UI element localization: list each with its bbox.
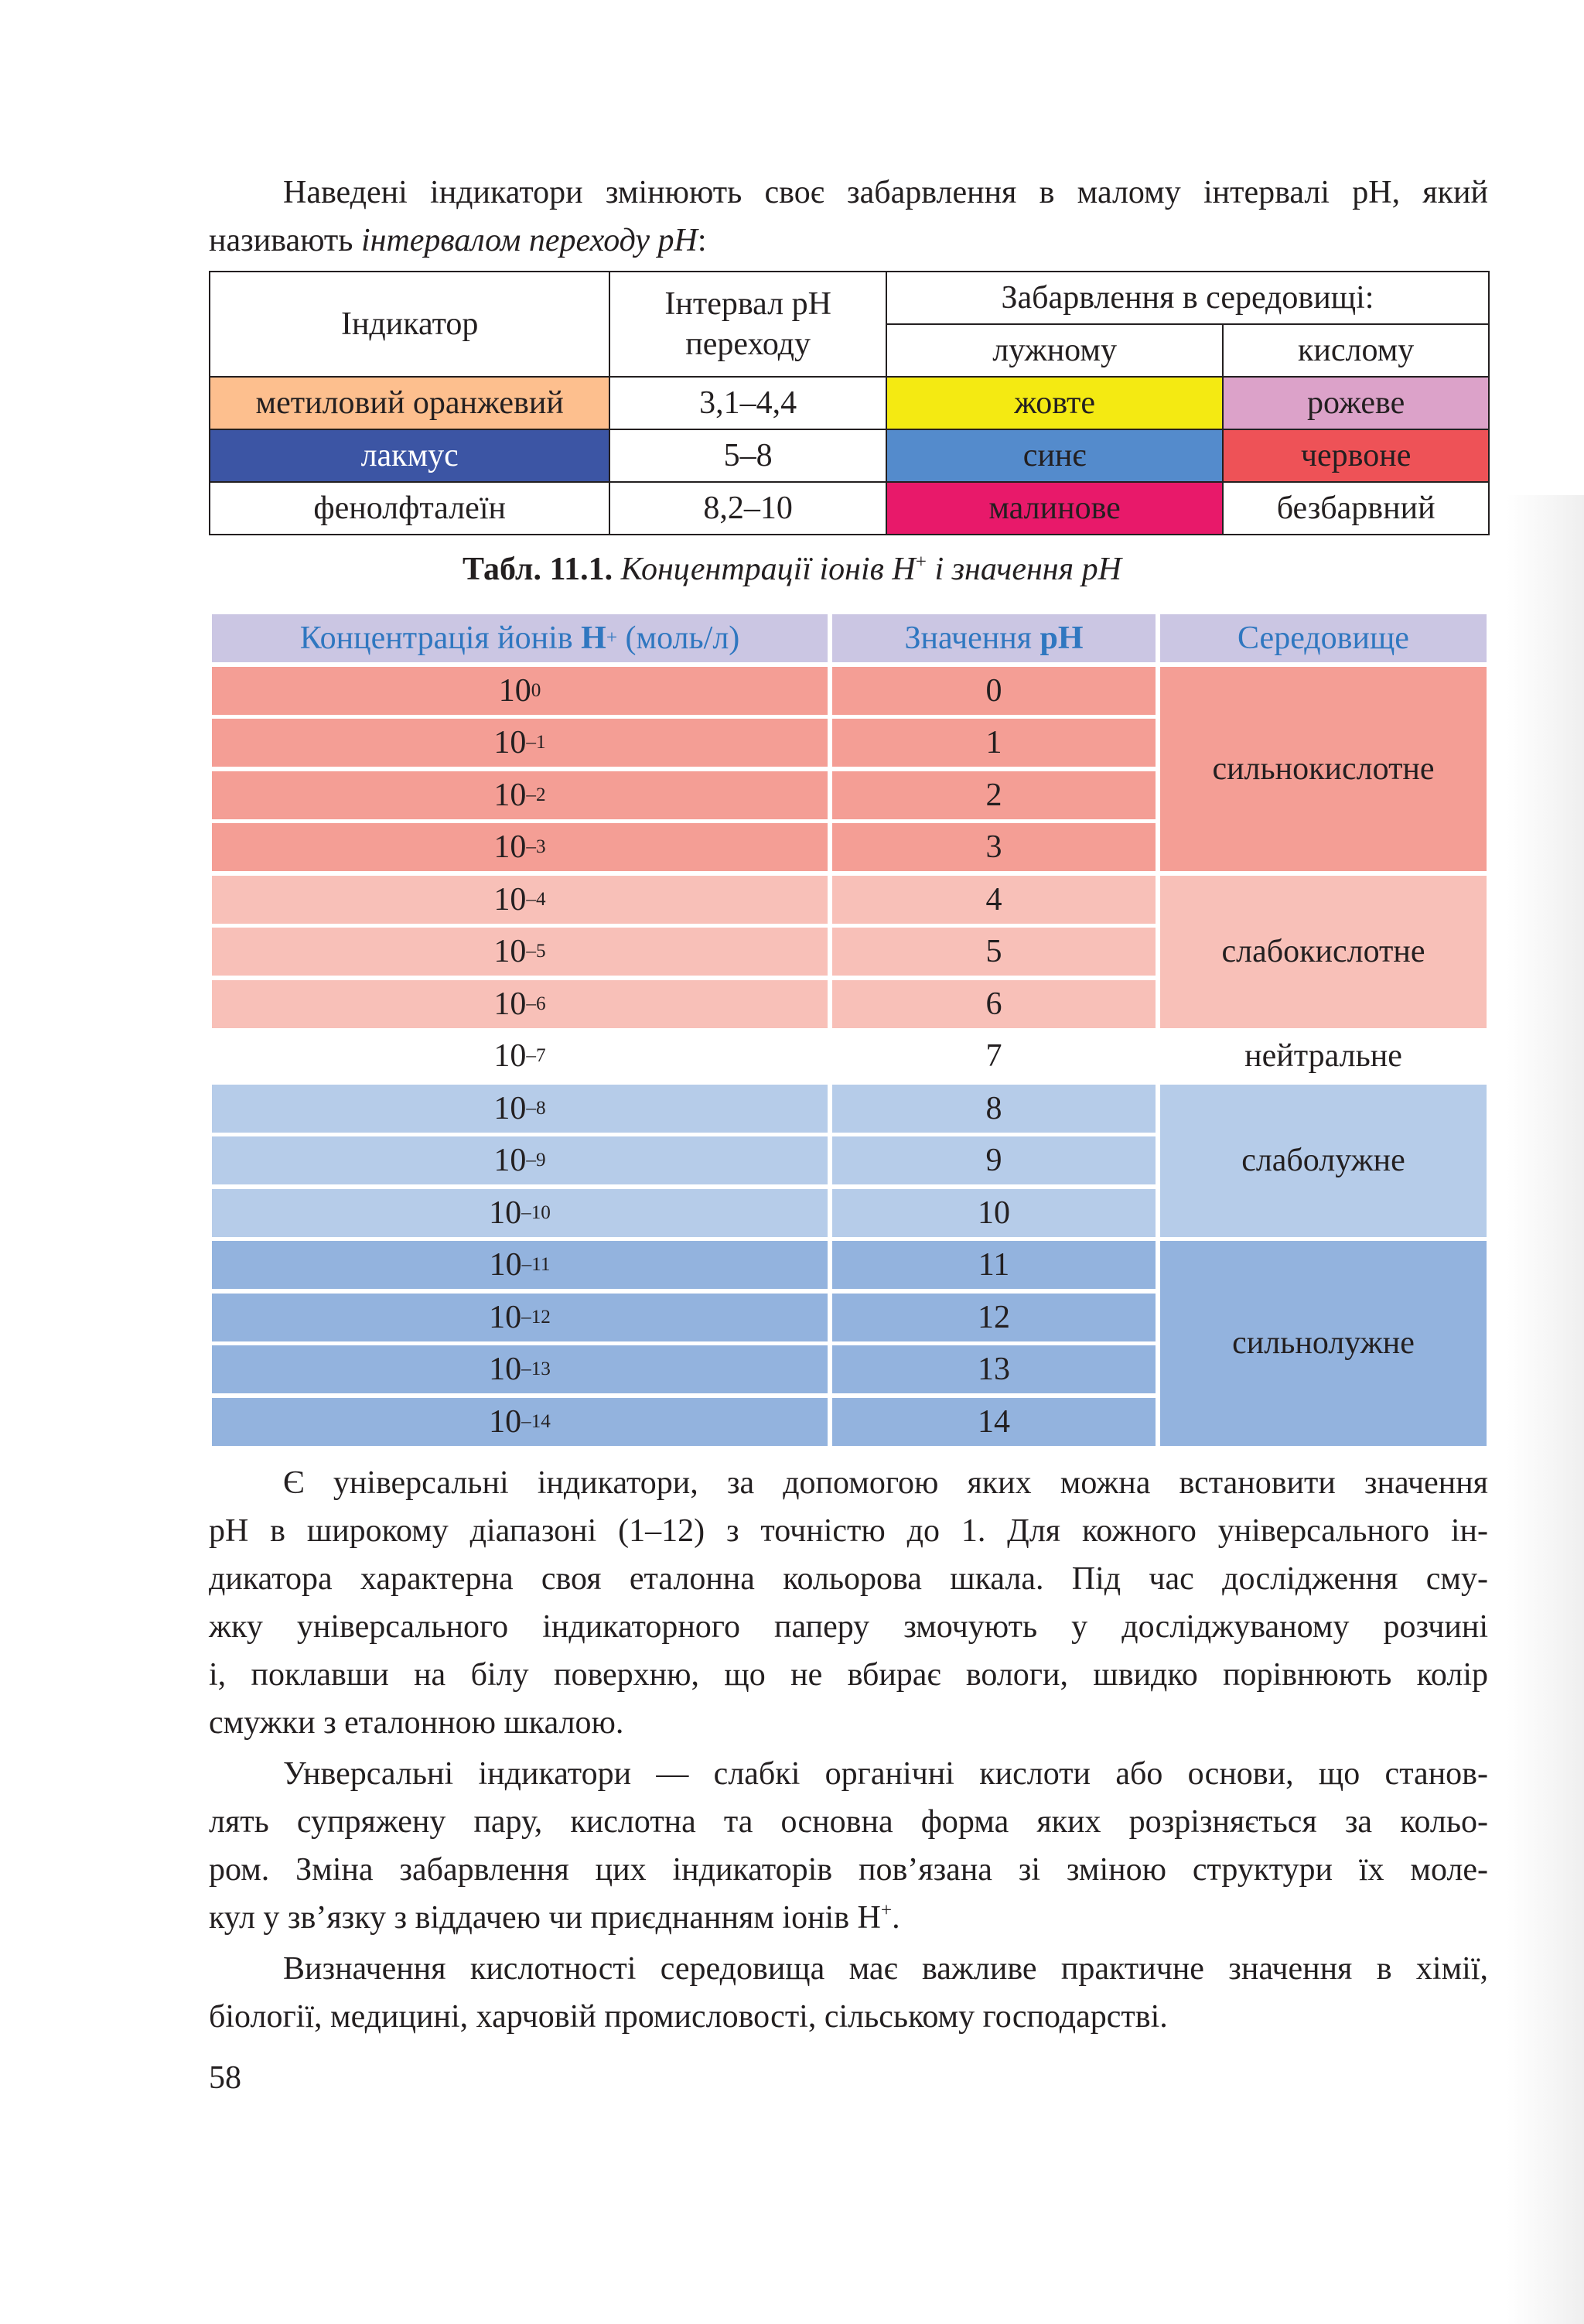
indicator-row — [210, 377, 1489, 429]
concentration-cell: 10 –11 — [212, 1241, 828, 1289]
indicator-interval: 5–8 — [609, 429, 886, 482]
indicator-alkaline-color: синє — [886, 429, 1223, 482]
header-color-group: Забарвлення в середовищі: — [886, 272, 1489, 324]
paragraph-indicator-nature: Унверсальні індикатори — слабкі органічні кислоти або основи, що станов- лять супряжену пару, кислотна та основна форма яких розрізняється за кольо- ром. Зміна забарвлення цих індикаторів пов’язана зі зміною структури їх моле- кул у зв’язку з віддачею чи приєднанням іонів H+. — [209, 1756, 1488, 1936]
indicator-table — [209, 271, 1490, 535]
concentration-cell: 10 –4 — [212, 876, 828, 924]
intro-paragraph — [209, 169, 1488, 265]
ph-value-cell: 3 — [832, 823, 1156, 871]
concentration-cell: 10 –2 — [212, 771, 828, 819]
indicator-row — [210, 429, 1489, 482]
concentration-cell: 10 –5 — [212, 928, 828, 976]
indicator-name: метиловий оранжевий — [210, 377, 609, 429]
intro-term: інтервалом переходу pH — [360, 223, 698, 258]
indicator-name: фенолфталеїн — [210, 482, 609, 535]
ph-value-cell: 13 — [832, 1345, 1156, 1393]
paragraph-universal-indicators: Є універсальні індикатори, за допомогою яких можна встановити значення pH в широкому діапазоні (1–12) з точністю до 1. Для кожного універсального ін- дикатора характерна своя еталонна кольорова шкала. Під час дослідження сму- жку універсального індикаторного паперу змочують у досліджуваному розчині і, поклавши на білу поверхню, що не вбирає вологи, швидко порівнюють колір смужки з еталонною шкалою. — [209, 1465, 1488, 1741]
concentration-cell: 10 –3 — [212, 823, 828, 871]
header-interval: Інтервал pH переходу — [609, 272, 886, 377]
indicator-alkaline-color: малинове — [886, 482, 1223, 535]
ph-value-cell: 12 — [832, 1294, 1156, 1341]
concentration-cell: 10 –14 — [212, 1398, 828, 1446]
table-caption: Табл. 11.1. Концентрації іонів H+ і значення pH — [463, 552, 1121, 587]
concentration-cell: 10 0 — [212, 667, 828, 715]
header-ph: Значення pH — [832, 614, 1156, 662]
ph-value-cell: 2 — [832, 771, 1156, 819]
indicator-acidic-color: червоне — [1223, 429, 1489, 482]
header-acidic: кислому — [1223, 324, 1489, 377]
medium-cell: сильнокислотне — [1160, 667, 1487, 872]
indicator-name: лакмус — [210, 429, 609, 482]
ph-value-cell: 10 — [832, 1189, 1156, 1237]
medium-cell: нейтральне — [1160, 1032, 1487, 1080]
indicator-row — [210, 482, 1489, 535]
medium-cell: слабокислотне — [1160, 876, 1487, 1028]
header-alkaline: лужному — [886, 324, 1223, 377]
concentration-cell: 10 –13 — [212, 1345, 828, 1393]
concentration-cell: 10 –6 — [212, 980, 828, 1028]
header-indicator: Індикатор — [210, 272, 609, 377]
indicator-interval: 8,2–10 — [609, 482, 886, 535]
concentration-cell: 10 –9 — [212, 1136, 828, 1184]
ph-value-cell: 9 — [832, 1136, 1156, 1184]
medium-cell: слаболужне — [1160, 1085, 1487, 1237]
ph-value-cell: 5 — [832, 928, 1156, 976]
ph-value-cell: 14 — [832, 1398, 1156, 1446]
indicator-interval: 3,1–4,4 — [609, 377, 886, 429]
indicator-acidic-color: безбарвний — [1223, 482, 1489, 535]
indicator-acidic-color: рожеве — [1223, 377, 1489, 429]
ph-value-cell: 8 — [832, 1085, 1156, 1133]
ph-value-cell: 0 — [832, 667, 1156, 715]
concentration-cell: 10 –12 — [212, 1294, 828, 1341]
medium-cell: сильнолужне — [1160, 1241, 1487, 1446]
page-number: 58 — [209, 2060, 241, 2096]
ph-value-cell: 11 — [832, 1241, 1156, 1289]
intro-line-1: Наведені індикатори змінюють своє забарвлення в малому інтервалі pH, який — [283, 175, 1488, 210]
ph-value-cell: 7 — [832, 1032, 1156, 1080]
concentration-cell: 10 –1 — [212, 719, 828, 767]
page-edge-shadow — [1507, 495, 1584, 2324]
ph-table — [212, 614, 1487, 1450]
indicator-alkaline-color: жовте — [886, 377, 1223, 429]
ph-value-cell: 4 — [832, 876, 1156, 924]
intro-line-2: називають інтервалом переходу pH: — [209, 223, 707, 258]
ph-value-cell: 1 — [832, 719, 1156, 767]
header-medium: Середовище — [1160, 614, 1487, 662]
concentration-cell: 10 –10 — [212, 1189, 828, 1237]
paragraph-practical-value: Визначення кислотності середовища має важливе практичне значення в хімії, біології, медицині, харчовій промисловості, сільському господарстві. — [209, 1951, 1488, 2035]
ph-value-cell: 6 — [832, 980, 1156, 1028]
concentration-cell: 10 –8 — [212, 1085, 828, 1133]
concentration-cell: 10 –7 — [212, 1032, 828, 1080]
header-concentration: Концентрація йонів H + (моль/л) — [212, 614, 828, 662]
